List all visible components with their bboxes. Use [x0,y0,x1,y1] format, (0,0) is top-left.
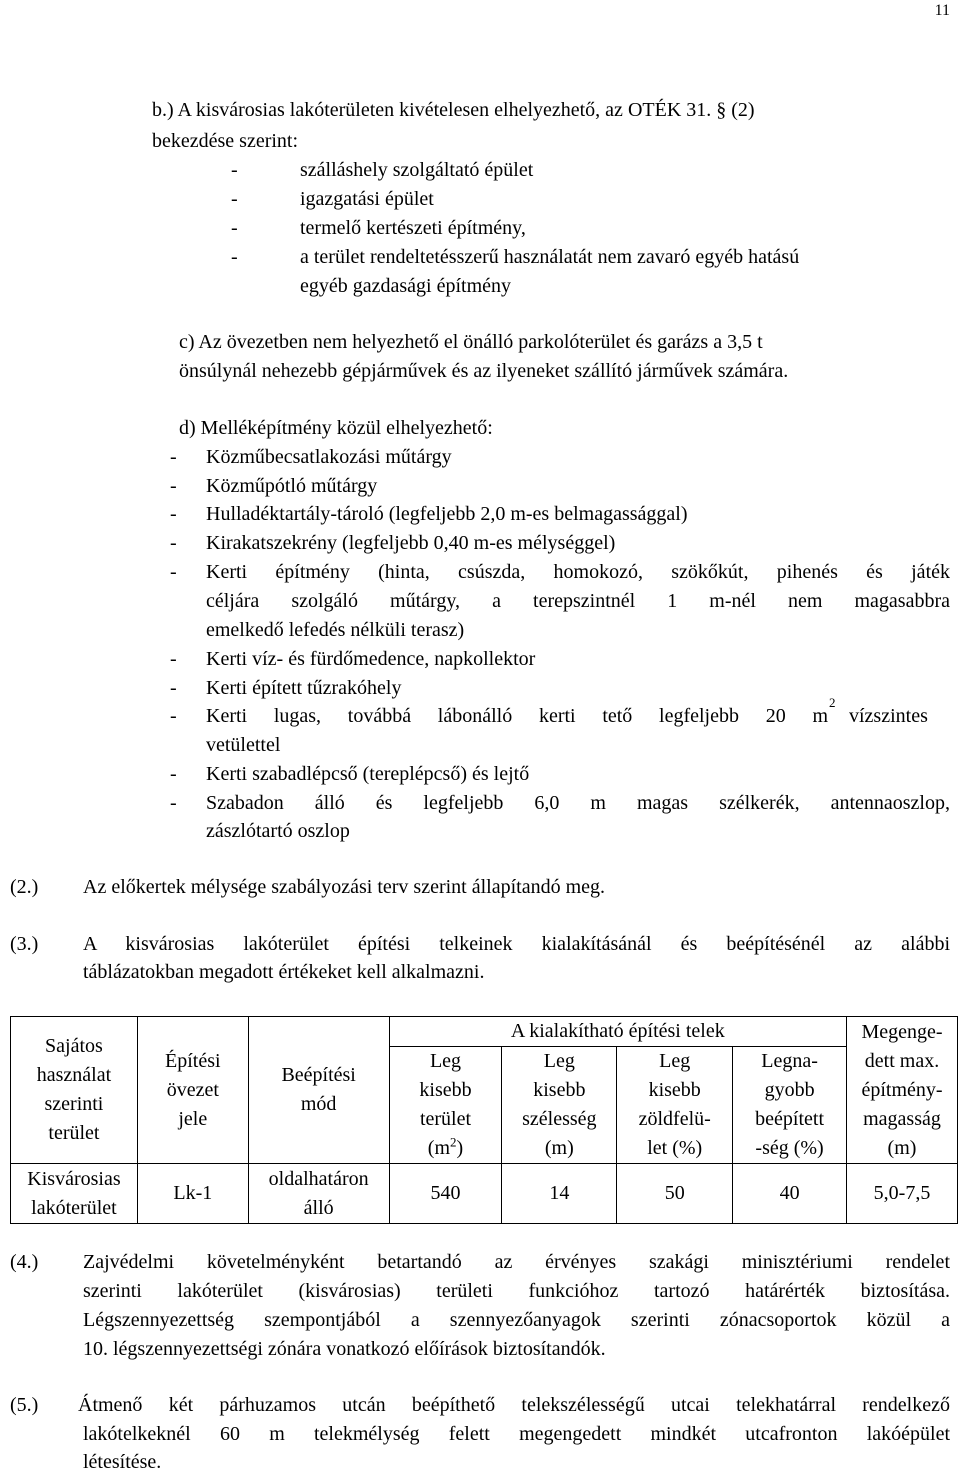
header-min-green: Leg kisebb zöldfelü- let (%) [617,1047,733,1164]
paragraph-text: táblázatokban megadott értékeket kell alkalmazni. [83,961,485,983]
dash: - [170,763,177,785]
paragraph-text: Átmenő két párhuzamos utcán beépíthető telekszélességű utcai telekhatárral rendelkező [78,1394,950,1416]
dash: - [170,503,177,525]
dash: - [170,561,177,583]
list-item-continuation: vetülettel [206,734,281,756]
paragraph-text: A kisvárosias lakóterület építési telkeinek kialakításánál és beépítésénél az alábbi [83,933,950,955]
section-d-heading: d) Melléképítmény közül elhelyezhető: [179,417,493,439]
list-item: Kerti épített tűzrakóhely [206,677,402,699]
paragraph-text: szerinti lakóterület (kisvárosias) területi funkcióhoz tartozó határérték biztosítása. [83,1280,950,1302]
section-b-line1: b.) A kisvárosias lakóterületen kivételesen elhelyezhető, az OTÉK 31. § (2) [152,99,755,121]
list-item: Kerti lugas, továbbá lábonálló kerti tető legfeljebb 20 m [206,705,828,727]
cell-min-width: 14 [502,1164,617,1224]
list-item: Szabadon álló és legfeljebb 6,0 m magas szélkerék, antennaoszlop, [206,792,950,814]
table-row [11,1164,958,1224]
cell-min-green: 50 [617,1164,733,1224]
cell-mode: oldalhatáron álló [248,1164,389,1224]
list-item-continuation: emelkedő lefedés nélküli terasz) [206,619,465,641]
cell-height: 5,0-7,5 [847,1164,958,1224]
dash: - [231,159,238,181]
section-b-line2: bekezdése szerint: [152,130,299,152]
paragraph-text: létesítése. [83,1451,162,1473]
list-item: igazgatási épület [300,188,434,210]
cell-zone: Lk-1 [137,1164,248,1224]
dash: - [170,446,177,468]
paragraph-number: (4.) [10,1251,39,1273]
header-max-built: Legna- gyobb beépített -ség (%) [733,1047,847,1164]
list-item-tail: vízszintes [849,705,928,727]
list-item: Hulladéktartály-tároló (legfeljebb 2,0 m-es belmagassággal) [206,503,688,525]
paragraph-number: (3.) [10,933,39,955]
list-item: Kerti építmény (hinta, csúszda, homokozó, szökőkút, pihenés és játék [206,561,950,583]
list-item: Közműbecsatlakozási műtárgy [206,446,452,468]
dash: - [231,246,238,268]
list-item-continuation: zászlótartó oszlop [206,820,350,842]
dash: - [170,648,177,670]
header-plot: A kialakítható építési telek [389,1017,846,1047]
paragraph-text: Zajvédelmi követelményként betartandó az érvényes szakági minisztériumi rendelet [83,1251,950,1273]
list-item-continuation: céljára szolgáló műtárgy, a terepszintnél 1 m-nél nem magasabbra [206,590,950,612]
paragraph-text: 10. légszennyezettségi zónára vonatkozó előírások biztosítandók. [83,1338,606,1360]
dash: - [170,532,177,554]
header-height: Megenge- dett max. építmény- magasság (m) [847,1017,958,1164]
paragraph-text: Az előkertek mélysége szabályozási terv szerint állapítandó meg. [83,876,606,898]
list-item: Kerti szabadlépcső (tereplépcső) és lejtő [206,763,530,785]
regulation-table [10,1016,958,1224]
section-c-line2: önsúlynál nehezebb gépjárművek és az ilyeneket szállító járművek számára. [179,360,789,382]
dash: - [231,188,238,210]
superscript: 2 [829,695,836,710]
paragraph-number: (5.) [10,1394,39,1416]
header-min-width: Leg kisebb szélesség (m) [502,1047,617,1164]
paragraph-text: Légszennyezettség szempontjából a szennyezőanyagok szerinti zónacsoportok közül a [83,1309,950,1331]
list-item-continuation: egyéb gazdasági építmény [300,275,512,297]
dash: - [170,475,177,497]
paragraph-text: lakótelkeknél 60 m telekmélység felett megengedett mindkét utcafronton lakóépület [83,1423,950,1445]
header-zone: Építési övezet jele [137,1017,248,1164]
dash: - [170,677,177,699]
header-min-area: Leg kisebb terület $(m^2)$ [389,1047,502,1164]
page-number: 11 [934,2,950,19]
cell-area: Kisvárosias lakóterület [11,1164,138,1224]
list-item: Közműpótló műtárgy [206,475,378,497]
cell-max-built: 40 [733,1164,847,1224]
list-item: Kirakatszekrény (legfeljebb 0,40 m-es mélységgel) [206,532,616,554]
paragraph-number: (2.) [10,876,39,898]
list-item: a terület rendeltetésszerű használatát nem zavaró egyéb hatású [300,246,800,268]
header-mode: Beépítési mód [248,1017,389,1164]
dash: - [170,792,177,814]
cell-min-area: 540 [389,1164,502,1224]
header-area: Sajátos használat szerinti terület [11,1017,138,1164]
section-c-line1: c) Az övezetben nem helyezhető el önálló parkolóterület és garázs a 3,5 t [179,331,763,353]
list-item: termelő kertészeti építmény, [300,217,526,239]
list-item: Kerti víz- és fürdőmedence, napkollektor [206,648,536,670]
list-item: szálláshely szolgáltató épület [300,159,534,181]
dash: - [170,705,177,727]
dash: - [231,217,238,239]
